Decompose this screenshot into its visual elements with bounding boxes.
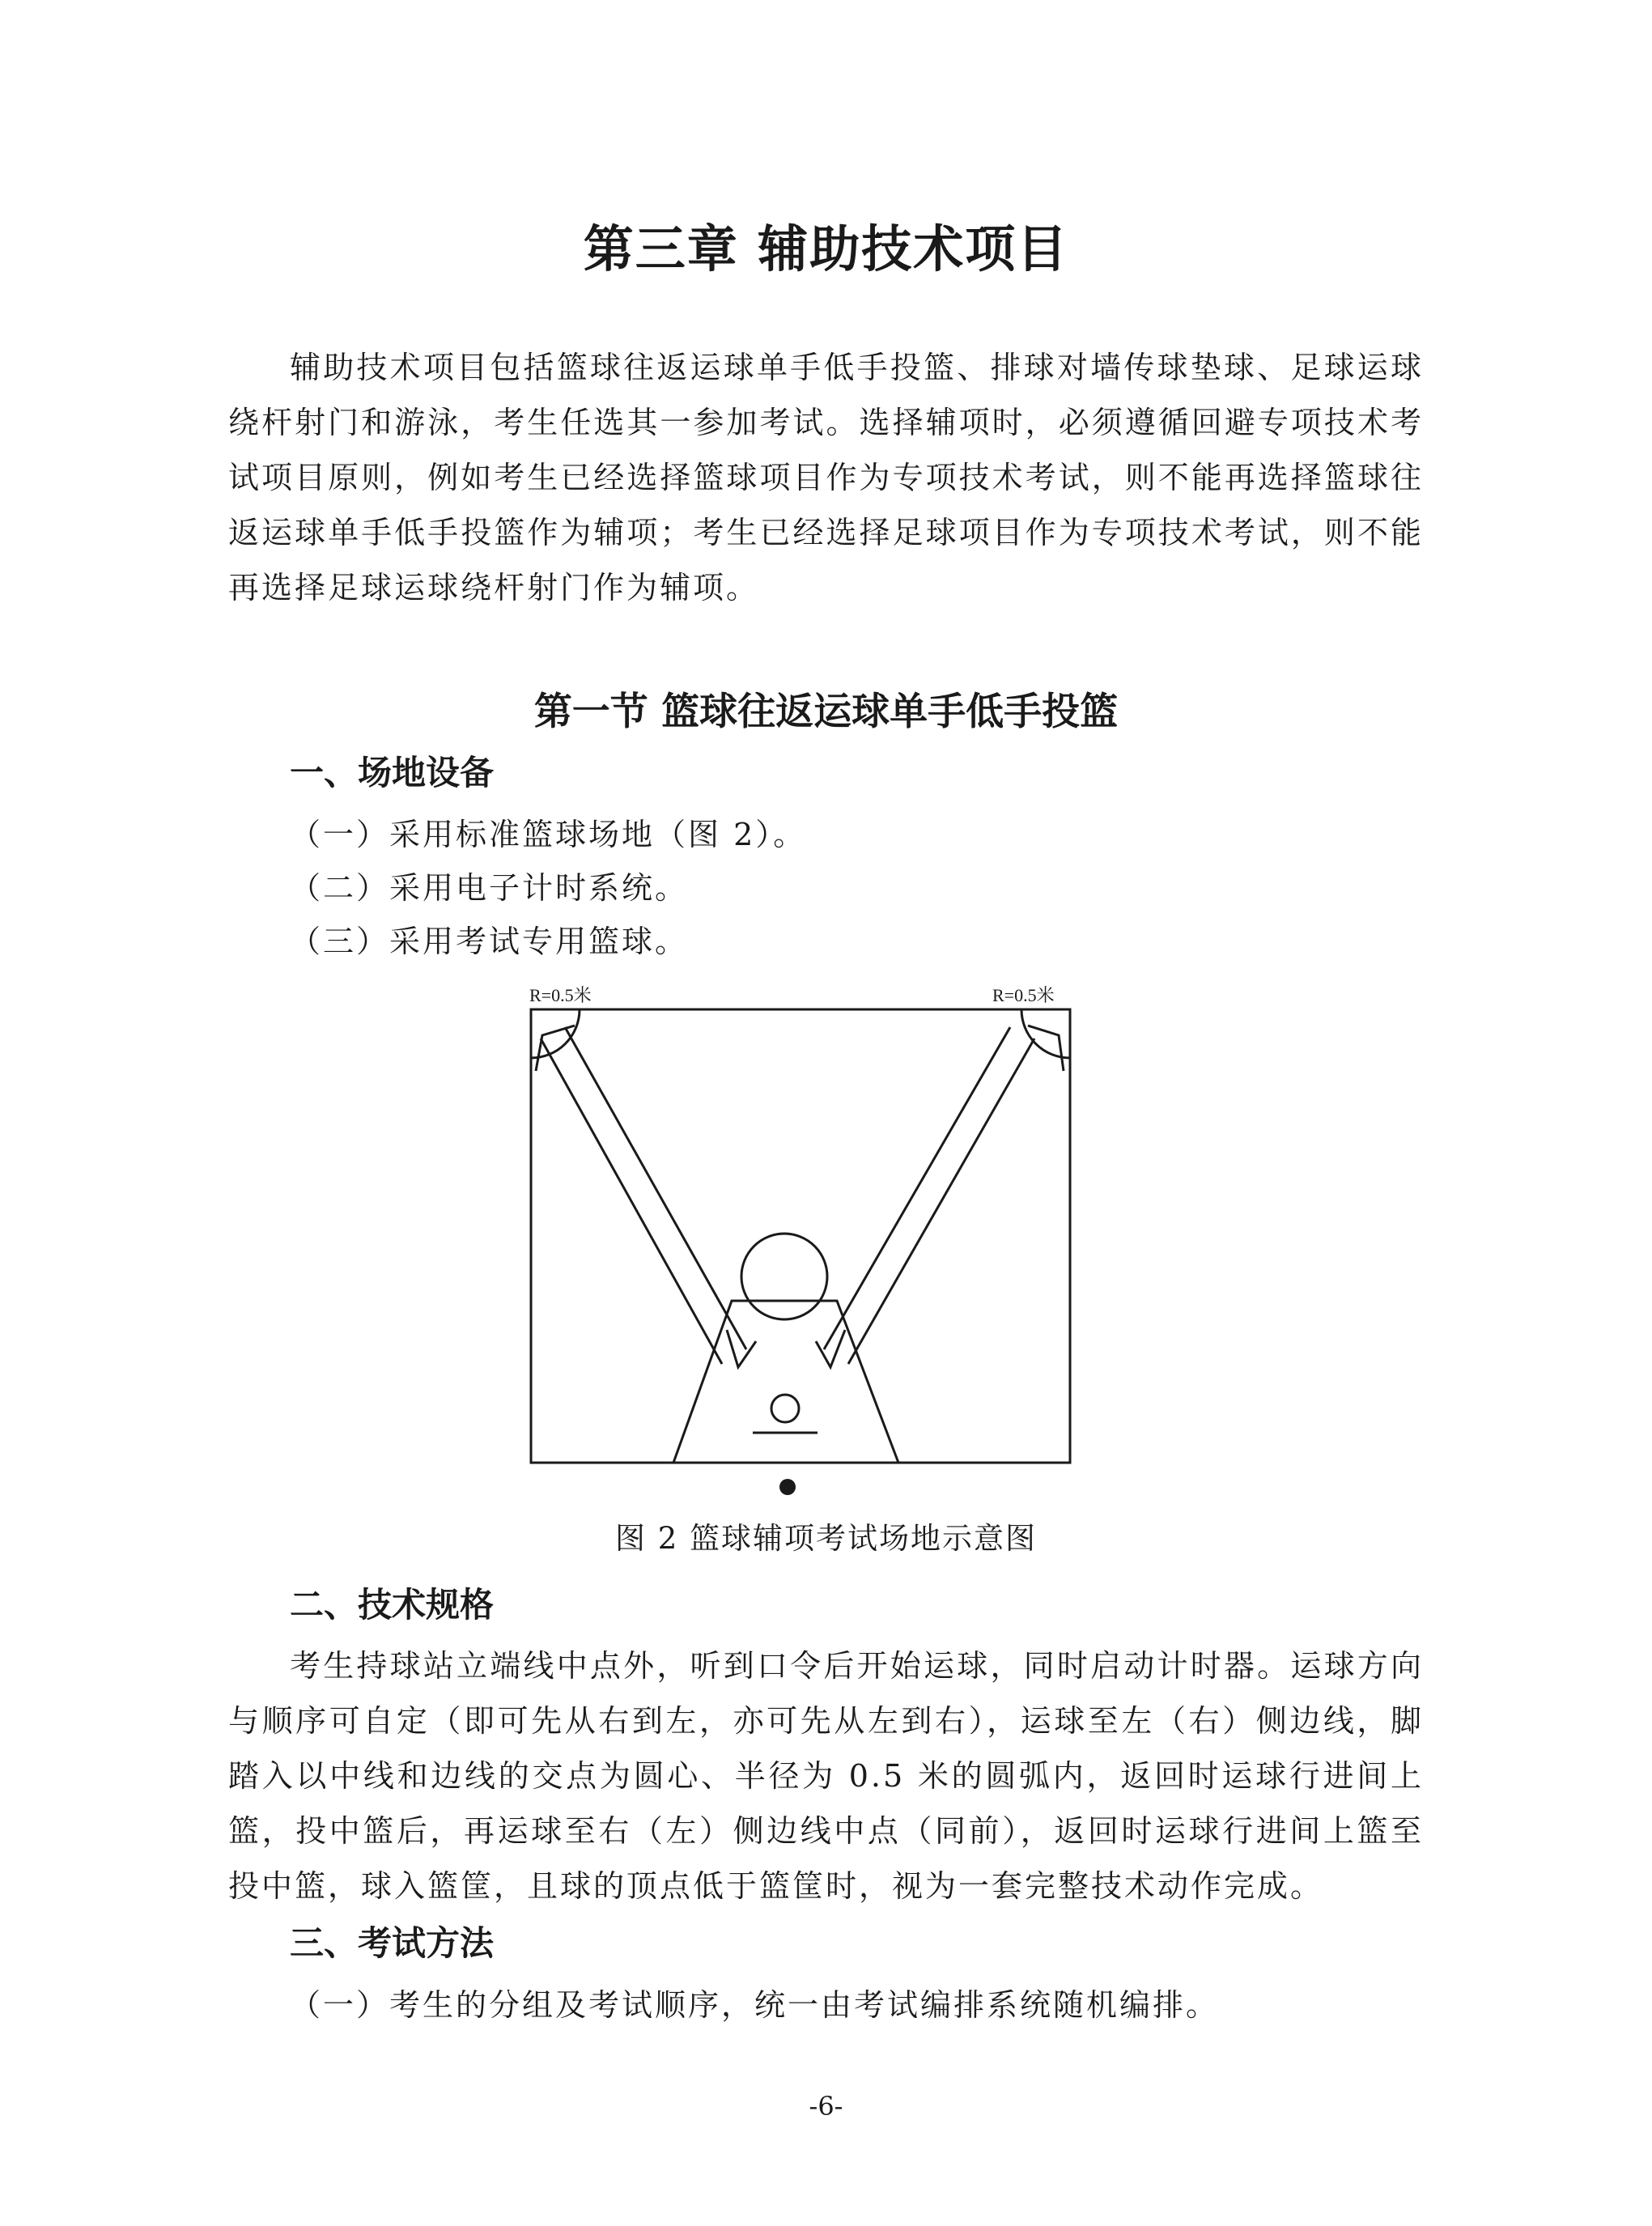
left-path-arrow	[727, 1330, 756, 1367]
right-path-line	[848, 1039, 1034, 1364]
left-path-line	[565, 1027, 746, 1349]
basket-rim	[771, 1395, 799, 1422]
list-item: （三）采用考试专用篮球。	[290, 924, 689, 959]
left-radius-label: R=0.5米	[529, 985, 592, 1005]
list-item: （二）采用电子计时系统。	[290, 870, 689, 906]
free-throw-lane	[673, 1301, 898, 1463]
court-diagram	[518, 975, 1085, 1502]
left-path-line	[541, 1039, 722, 1364]
heading-exam-method: 三、考试方法	[290, 1923, 495, 1963]
intro-paragraph-text: 辅助技术项目包括篮球往返运球单手低手投篮、排球对墙传球垫球、足球运球绕杆射门和游泳，考生任选其一参加考试。选择辅项时，必须遵循回避专项技术考试项目原则，例如考生已经选择篮球项目作为专项技术考试，则不能再选择篮球往返运球单手低手投篮作为辅项；考生已经选择足球项目作为专项技术考试，则不能再选择足球运球绕杆射门作为辅项。	[228, 350, 1424, 605]
start-point-marker	[779, 1479, 796, 1495]
right-radius-label: R=0.5米	[992, 985, 1055, 1005]
left-corner-arc	[531, 1009, 580, 1058]
right-path-line	[824, 1027, 1010, 1349]
court-diagram-svg	[518, 975, 1085, 1502]
list-item: （一）考生的分组及考试顺序，统一由考试编排系统随机编排。	[290, 1987, 1220, 2023]
section-title: 第一节 篮球往返运球单手低手投篮	[533, 690, 1119, 734]
intro-paragraph	[228, 340, 1424, 615]
technical-specs-text: 考生持球站立端线中点外，听到口令后开始运球，同时启动计时器。运球方向与顺序可自定（即可先从右到左，亦可先从左到右），运球至左（右）侧边线，脚踏入以中线和边线的交点为圆心、半径为 0.5 米的圆弧内，返回时运球行进间上篮，投中篮后，再运球至右（左）侧边线中点（同前），返回时运球行进间上篮至投中篮，球入篮筐，且球的顶点低于篮筐时，视为一套完整技术动作完成。	[228, 1648, 1424, 1904]
figure-caption: 图 2 篮球辅项考试场地示意图	[614, 1521, 1038, 1556]
chapter-title: 第三章 辅助技术项目	[583, 219, 1069, 278]
heading-technical-specs: 二、技术规格	[290, 1585, 495, 1625]
right-path-arrow	[816, 1330, 845, 1367]
list-item: （一）采用标准篮球场地（图 2）。	[290, 817, 807, 852]
free-throw-circle	[741, 1234, 827, 1319]
right-path-arrow	[1028, 1026, 1064, 1071]
heading-venue-equipment: 一、场地设备	[290, 753, 495, 792]
page-number: -6-	[809, 2091, 843, 2122]
technical-specs-paragraph	[228, 1638, 1424, 1914]
